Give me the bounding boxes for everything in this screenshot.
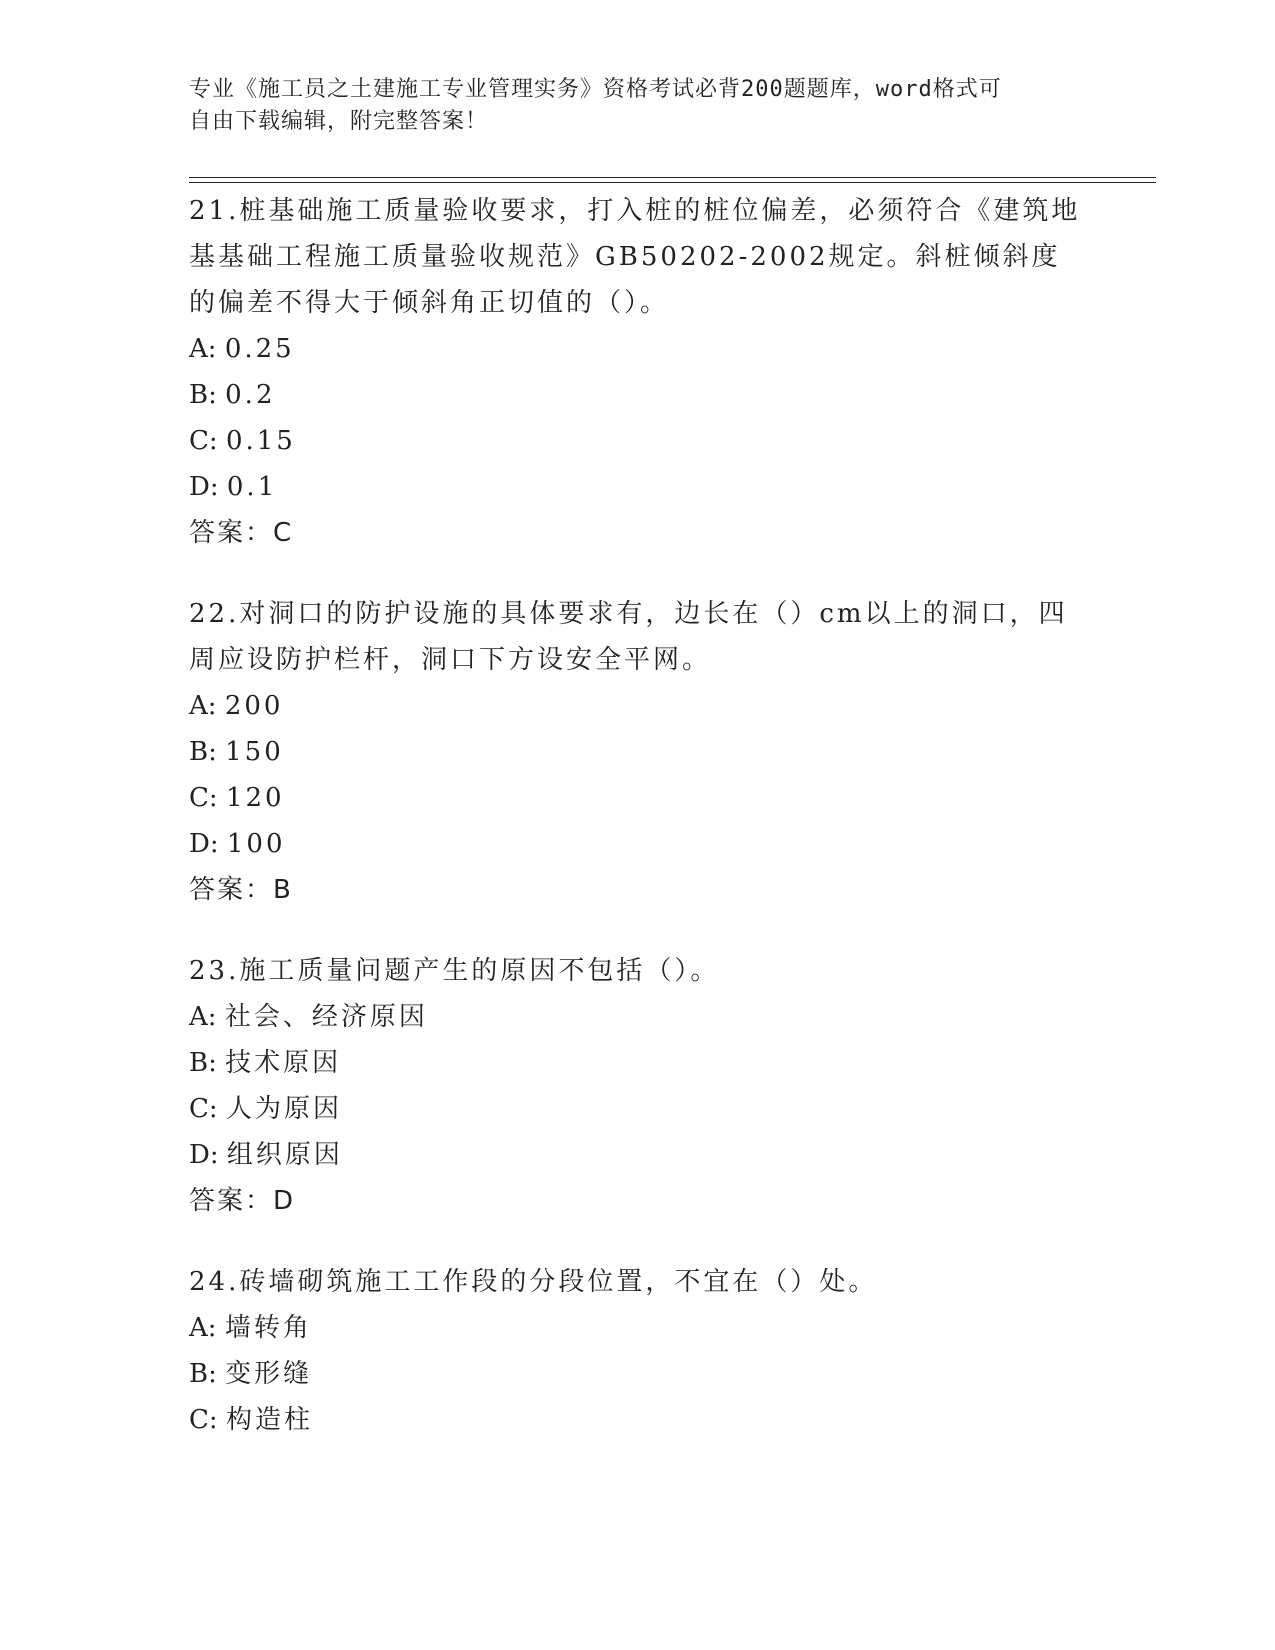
document-header	[189, 74, 1069, 138]
question-24	[189, 1259, 1089, 1443]
option-text: 0.15	[225, 426, 296, 456]
option-text: 120	[225, 783, 285, 813]
option-letter: B	[189, 1048, 209, 1078]
option-d	[189, 821, 1089, 867]
answer-line: 答案：C	[189, 518, 294, 548]
option-a	[189, 1305, 1089, 1351]
option-letter: A	[189, 691, 208, 721]
option-letter: D	[189, 472, 210, 502]
option-text: 变形缝	[225, 1359, 313, 1389]
option-d	[189, 1132, 1089, 1178]
option-letter: C	[189, 1405, 209, 1435]
option-text: 0.2	[225, 380, 276, 410]
option-text: 社会、经济原因	[224, 1002, 428, 1032]
question-stem: 21.桩基础施工质量验收要求，打入桩的桩位偏差，必须符合《建筑地基基础工程施工质量验收规范》GB50202-2002规定。斜桩倾斜度的偏差不得大于倾斜角正切值的（）。	[189, 196, 1081, 318]
option-b	[189, 372, 1089, 418]
option-separator: :	[208, 1405, 226, 1435]
option-letter: A	[189, 1002, 208, 1032]
question-21	[189, 188, 1089, 556]
answer-line: 答案：B	[189, 875, 293, 905]
option-letter: B	[189, 1359, 209, 1389]
option-letter: A	[189, 1313, 208, 1343]
option-letter: B	[189, 737, 209, 767]
option-separator: :	[208, 426, 226, 456]
option-separator: :	[208, 737, 226, 767]
option-separator: :	[207, 1313, 225, 1343]
question-list	[189, 188, 1089, 1478]
header-divider-bottom	[189, 182, 1156, 183]
header-title-line2: 自由下载编辑，附完整答案！	[189, 109, 489, 134]
option-text: 组织原因	[226, 1140, 343, 1170]
option-b	[189, 1040, 1089, 1086]
question-stem: 24.砖墙砌筑施工工作段的分段位置，不宜在（）处。	[189, 1267, 878, 1297]
option-c	[189, 1397, 1089, 1443]
option-separator: :	[208, 1094, 226, 1124]
option-separator: :	[209, 1140, 227, 1170]
option-c	[189, 1086, 1089, 1132]
option-letter: C	[189, 426, 209, 456]
option-separator: :	[208, 1359, 226, 1389]
option-separator: :	[207, 1002, 225, 1032]
option-c	[189, 418, 1089, 464]
option-text: 150	[225, 737, 284, 767]
option-a	[189, 326, 1089, 372]
option-text: 人为原因	[225, 1094, 342, 1124]
option-c	[189, 775, 1089, 821]
option-letter: D	[189, 1140, 210, 1170]
option-letter: C	[189, 1094, 209, 1124]
option-separator: :	[207, 334, 225, 364]
option-a	[189, 994, 1089, 1040]
answer-line: 答案：D	[189, 1186, 296, 1216]
option-a	[189, 683, 1089, 729]
option-separator: :	[207, 691, 225, 721]
option-b	[189, 1351, 1089, 1397]
option-text: 0.25	[224, 334, 295, 364]
question-23	[189, 948, 1089, 1224]
option-letter: C	[189, 783, 209, 813]
header-divider-top	[189, 177, 1156, 178]
header-title-line1: 专业《施工员之土建施工专业管理实务》资格考试必背200题题库，word格式可	[189, 77, 1002, 102]
option-separator: :	[208, 783, 226, 813]
option-separator: :	[208, 1048, 226, 1078]
option-letter: B	[189, 380, 209, 410]
option-letter: D	[189, 829, 210, 859]
option-text: 200	[224, 691, 284, 721]
option-b	[189, 729, 1089, 775]
option-d	[189, 464, 1089, 510]
option-text: 100	[226, 829, 286, 859]
option-letter: A	[189, 334, 208, 364]
option-text: 构造柱	[225, 1405, 313, 1435]
option-separator: :	[209, 829, 227, 859]
question-stem: 23.施工质量问题产生的原因不包括（）。	[189, 956, 720, 986]
option-separator: :	[209, 472, 227, 502]
option-separator: :	[208, 380, 226, 410]
question-22	[189, 591, 1089, 913]
option-text: 技术原因	[225, 1048, 342, 1078]
option-text: 0.1	[226, 472, 278, 502]
question-stem: 22.对洞口的防护设施的具体要求有，边长在（）cm以上的洞口，四周应设防护栏杆，洞口下方设安全平网。	[189, 599, 1068, 675]
option-text: 墙转角	[224, 1313, 312, 1343]
